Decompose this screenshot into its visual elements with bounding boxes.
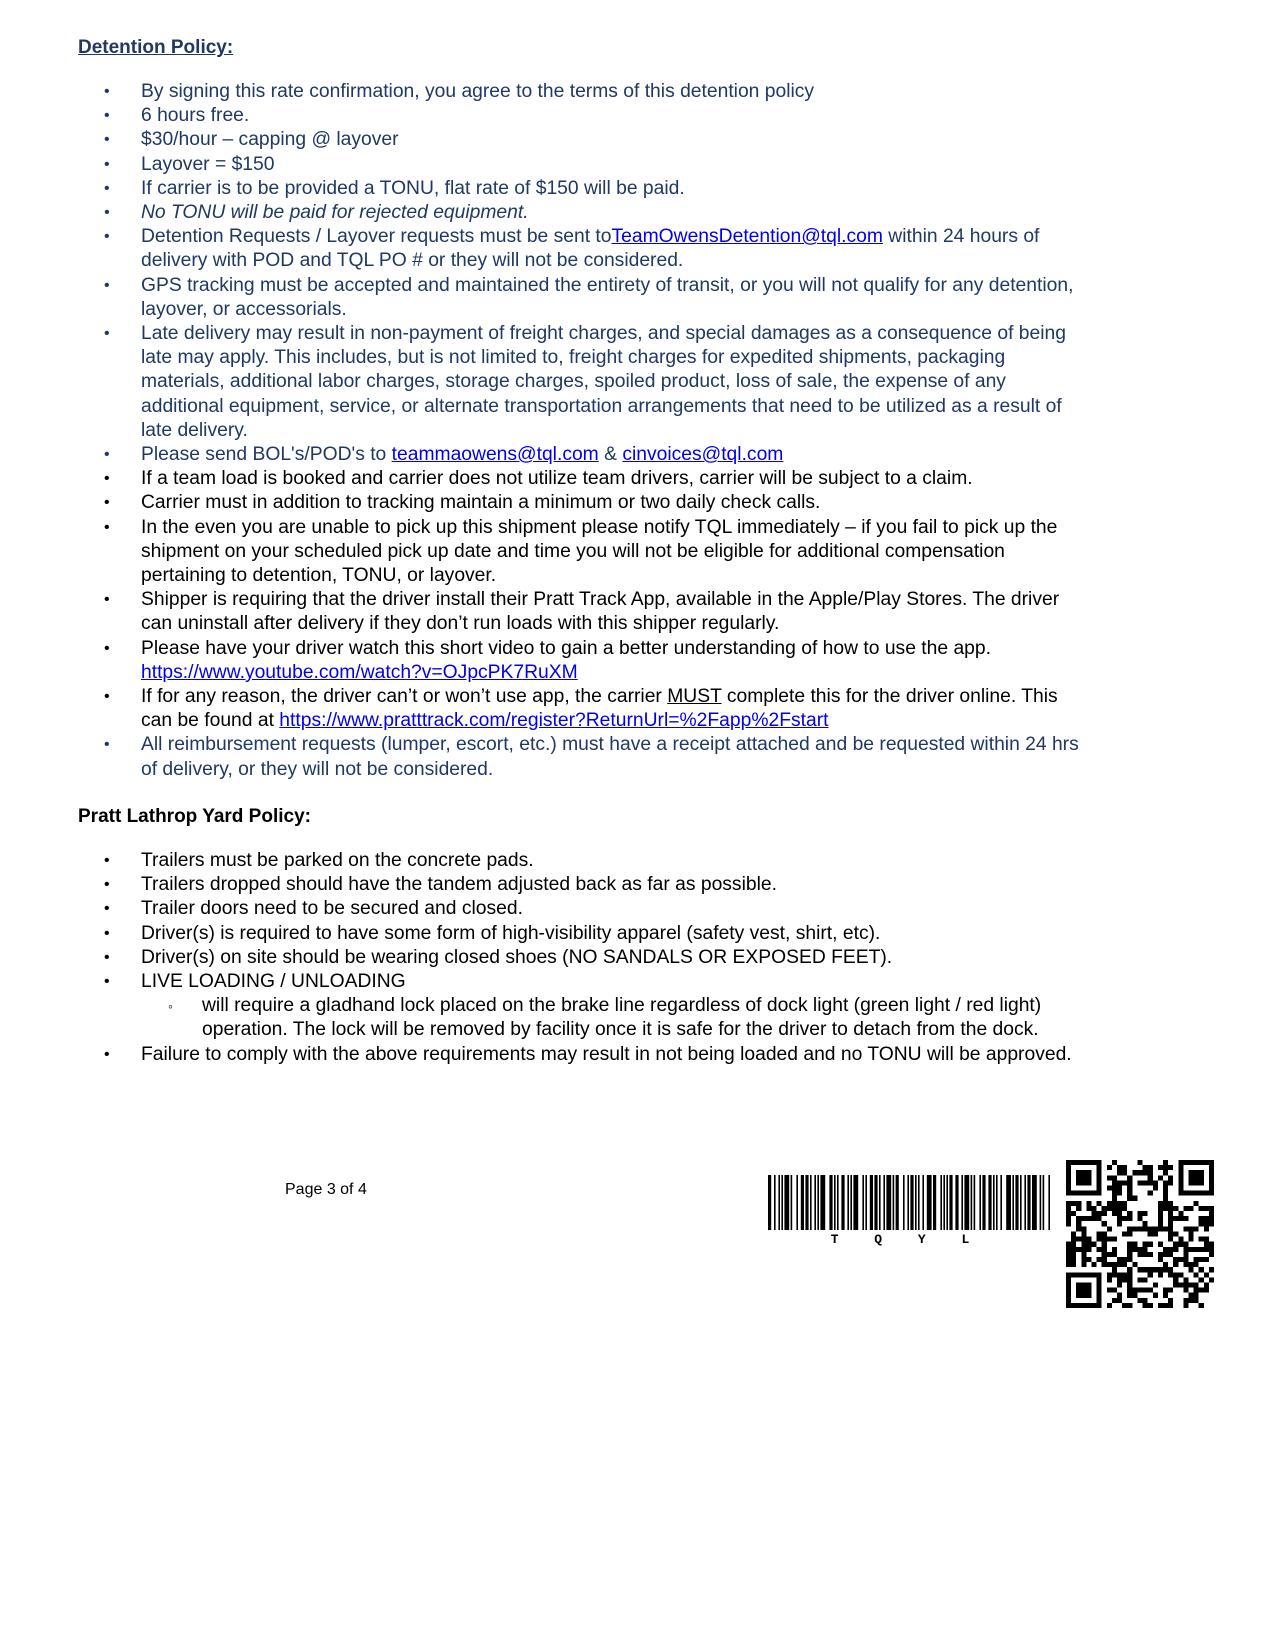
app-online-text-mid: complete this for the driver online. This can be found at	[141, 686, 1058, 732]
reimbursement-item: • All reimbursement requests (lumper, escort, etc.) must have a receipt attached and be requested within 24 hrs of delivery, or they will not be considered.	[0, 733, 1091, 781]
failure-item: • Failure to comply with the above requirements may result in not being loaded and no TONU will be approved.	[0, 1043, 1091, 1067]
app-online-item	[0, 685, 1091, 733]
late-delivery-item: • Late delivery may result in non-payment of freight charges, and special damages as a consequence of being late may apply. This includes, but is not limited to, freight charges for expedited shipments, packaging materials, additional labor charges, storage charges, spoiled product, loss of sale, the expense of any additional equipment, service, or alternate transportation arrangements that need to be utilized as a result of late delivery.	[0, 322, 1091, 443]
live-loading-item	[0, 970, 1091, 1043]
pratttrack-register-link[interactable]: https://www.pratttrack.com/register?ReturnUrl=%2Fapp%2Fstart	[279, 710, 829, 732]
cinvoices-email-link[interactable]: cinvoices@tql.com	[622, 444, 784, 466]
detention-policy-title: Detention Policy:	[78, 37, 234, 58]
list-item: • Trailers must be parked on the concrete pads.	[0, 849, 1091, 873]
youtube-link[interactable]: https://www.youtube.com/watch?v=OJpcPK7RuXM	[141, 661, 578, 683]
yard-policy-title: Pratt Lathrop Yard Policy:	[78, 806, 311, 827]
unable-pickup-item: • In the even you are unable to pick up this shipment please notify TQL immediately – if you fail to pick up the shipment on your scheduled pick up date and time you will not be eligible for additional compensation pertaining to detention, TONU, or layover.	[0, 516, 1091, 589]
check-calls-item: • Carrier must in addition to tracking maintain a minimum or two daily check calls.	[0, 491, 1091, 515]
detention-policy-list	[0, 80, 1091, 782]
app-online-text: If for any reason, the driver can’t or won’t use app, the carrier	[141, 686, 668, 708]
qr-code-icon	[1066, 1160, 1214, 1308]
yard-policy-list	[0, 849, 1091, 1067]
video-text: Please have your driver watch this short video to gain a better understanding of how to use the app.	[141, 637, 991, 659]
team-load-item: • If a team load is booked and carrier does not utilize team drivers, carrier will be subject to a claim.	[0, 467, 1091, 491]
bol-item	[0, 443, 1091, 467]
must-emphasis: MUST	[667, 686, 722, 708]
list-item: • No TONU will be paid for rejected equipment.	[0, 201, 1091, 225]
list-item: • 6 hours free.	[0, 104, 1091, 128]
shipper-app-item: • Shipper is requiring that the driver install their Pratt Track App, available in the Apple/Play Stores. The driver can uninstall after delivery if they don’t run loads with this shipper regularly.	[0, 588, 1091, 636]
list-item: • By signing this rate confirmation, you agree to the terms of this detention policy	[0, 80, 1091, 104]
detention-email-link[interactable]: TeamOwensDetention@tql.com	[611, 226, 883, 248]
bol-text: Please send BOL's/POD's to	[141, 444, 392, 466]
teammaowens-email-link[interactable]: teammaowens@tql.com	[391, 444, 599, 466]
live-loading-sublist	[141, 994, 1091, 1042]
bol-ampersand: &	[598, 444, 623, 466]
detention-request-item	[0, 225, 1091, 273]
barcode-text: T Q Y L	[830, 1232, 984, 1247]
detention-request-text: Detention Requests / Layover requests must be sent to	[141, 226, 612, 248]
video-item	[0, 637, 1091, 685]
gps-item: • GPS tracking must be accepted and maintained the entirety of transit, or you will not qualify for any detention, layover, or accessorials.	[0, 274, 1091, 322]
list-item: • If carrier is to be provided a TONU, flat rate of $150 will be paid.	[0, 177, 1091, 201]
list-item: • Driver(s) is required to have some form of high-visibility apparel (safety vest, shirt, etc).	[0, 922, 1091, 946]
list-item: • Trailer doors need to be secured and closed.	[0, 897, 1091, 921]
detention-request-text-end: within 24 hours of delivery with POD and TQL PO # or they will not be considered.	[141, 226, 1040, 272]
list-item: • Driver(s) on site should be wearing closed shoes (NO SANDALS OR EXPOSED FEET).	[0, 946, 1091, 970]
page-number: Page 3 of 4	[285, 1181, 367, 1198]
list-item: • $30/hour – capping @ layover	[0, 128, 1091, 152]
barcode-icon	[768, 1175, 1053, 1250]
live-loading-label: LIVE LOADING / UNLOADING	[141, 971, 406, 993]
list-item: • Layover = $150	[0, 153, 1091, 177]
gladhand-lock-item: ◦ will require a gladhand lock placed on the brake line regardless of dock light (green light / red light) operation. The lock will be removed by facility once it is safe for the driver to detach from the dock.	[141, 994, 1102, 1042]
list-item: • Trailers dropped should have the tandem adjusted back as far as possible.	[0, 873, 1091, 897]
